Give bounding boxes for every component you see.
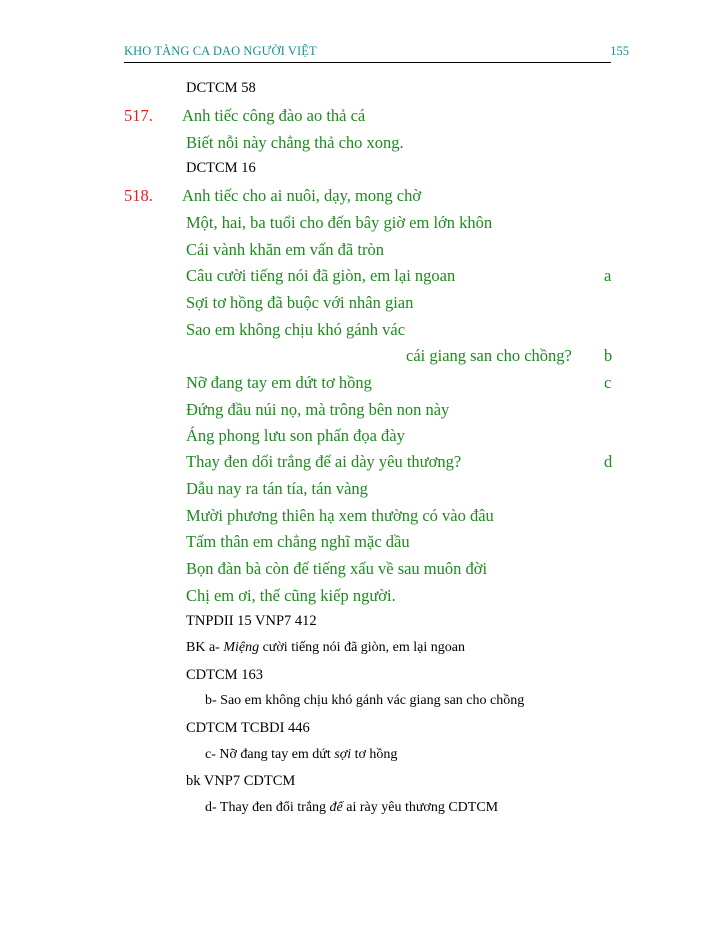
variant-marker: a bbox=[604, 266, 612, 285]
variant-note: b- Sao em không chịu khó gánh vác giang san cho chồng bbox=[205, 693, 525, 708]
verse-line: Chị em ơi, thế cũng kiếp người. bbox=[186, 586, 396, 605]
variant-note: c- Nỡ đang tay em dứt sợi tơ hồng bbox=[205, 747, 398, 762]
verse-line: Bọn đàn bà còn để tiếng xấu về sau muôn đời bbox=[186, 559, 488, 578]
page-header bbox=[124, 44, 629, 64]
verse-line: Một, hai, ba tuổi cho đến bây giờ em lớn khôn bbox=[186, 213, 493, 232]
verse-line: Anh tiếc công đào ao thả cá bbox=[182, 106, 366, 125]
variant-marker: b bbox=[604, 346, 613, 365]
verse-line: Câu cười tiếng nói đã giòn, em lại ngoan bbox=[186, 266, 456, 285]
verse-line: Đứng đầu núi nọ, mà trông bên non này bbox=[186, 400, 450, 419]
source-reference: CDTCM TCBDI 446 bbox=[186, 720, 310, 736]
verse-number: 518. bbox=[124, 186, 153, 205]
running-title: KHO TÀNG CA DAO NGƯỜI VIỆT bbox=[124, 44, 317, 58]
verse-line: Tấm thân em chẳng nghĩ mặc dầu bbox=[186, 532, 410, 551]
verse-line: Dẫu nay ra tán tía, tán vàng bbox=[186, 479, 368, 498]
header-divider bbox=[124, 62, 611, 63]
variant-marker: d bbox=[604, 452, 613, 471]
verse-line: Biết nỗi này chẳng thả cho xong. bbox=[186, 133, 404, 152]
verse-line: Áng phong lưu son phấn đọa đày bbox=[186, 426, 405, 445]
verse-line: Sợi tơ hồng đã buộc với nhân gian bbox=[186, 293, 414, 312]
verse-line: Cái vành khăn em vấn đã tròn bbox=[186, 240, 384, 259]
source-reference: TNPDII 15 VNP7 412 bbox=[186, 613, 317, 629]
verse-line: Anh tiếc cho ai nuôi, dạy, mong chờ bbox=[182, 186, 422, 205]
variant-marker: c bbox=[604, 373, 612, 392]
verse-line: Sao em không chịu khó gánh vác bbox=[186, 320, 406, 339]
verse-number: 517. bbox=[124, 106, 153, 125]
page-number: 155 bbox=[610, 44, 629, 58]
variant-note: BK a- Miệng cười tiếng nói đã giòn, em lại ngoan bbox=[186, 640, 465, 655]
verse-line: Mười phương thiên hạ xem thường có vào đâu bbox=[186, 506, 494, 525]
verse-line: Nỡ đang tay em dứt tơ hồng bbox=[186, 373, 372, 392]
verse-line: Thay đen dổi trắng để ai dày yêu thương? bbox=[186, 452, 462, 471]
source-reference: DCTCM 58 bbox=[186, 80, 256, 96]
source-reference: CDTCM 163 bbox=[186, 667, 263, 683]
source-reference: bk VNP7 CDTCM bbox=[186, 773, 296, 789]
verse-line: cái giang san cho chồng? bbox=[406, 346, 572, 365]
source-reference: DCTCM 16 bbox=[186, 160, 256, 176]
variant-note: d- Thay đen đổi trắng để ai rày yêu thương CDTCM bbox=[205, 800, 499, 815]
